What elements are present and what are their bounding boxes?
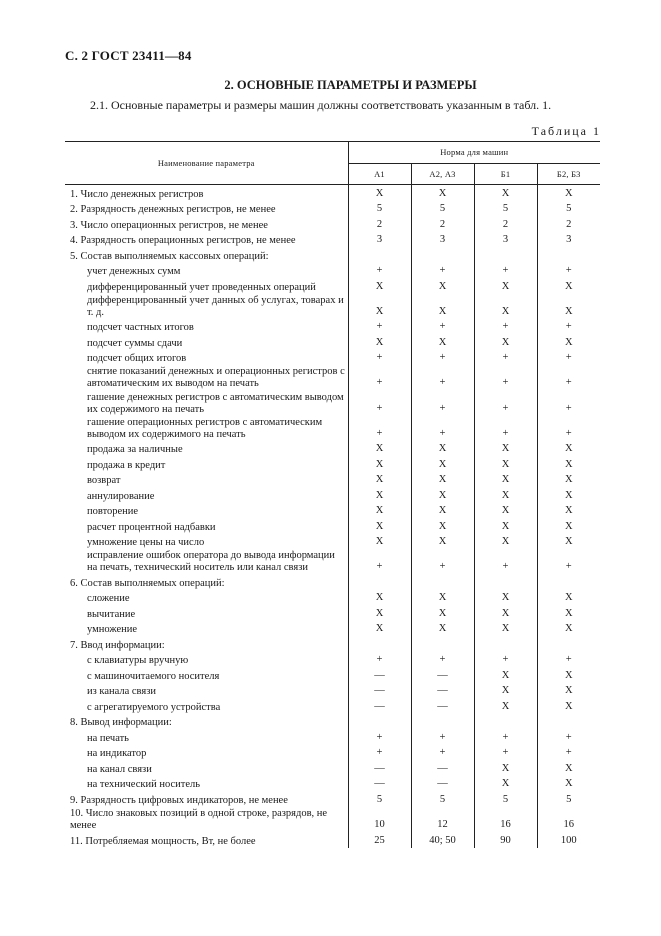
norm-value: 5 xyxy=(537,201,600,217)
norm-value: + xyxy=(348,365,411,390)
norm-value: 5 xyxy=(348,201,411,217)
norm-value: X xyxy=(411,487,474,503)
column-header-a2-a3: А2, А3 xyxy=(411,163,474,185)
norm-value: X xyxy=(348,621,411,637)
norm-value: 3 xyxy=(411,232,474,248)
column-header-a1: А1 xyxy=(348,163,411,185)
parameter-name: 6. Состав выполняемых операций: xyxy=(70,577,225,589)
norm-value: 40; 50 xyxy=(411,832,474,848)
parameter-name: дифференцированный учет данных об услугах, товарах и т. д. xyxy=(87,294,344,318)
table-row xyxy=(65,605,600,621)
parameter-name: возврат xyxy=(87,475,121,487)
norm-value: 90 xyxy=(474,832,537,848)
parameter-name: на печать xyxy=(87,732,129,744)
parameter-name: учет денежных сумм xyxy=(87,266,181,277)
norm-value xyxy=(411,247,474,263)
norm-value: X xyxy=(474,487,537,503)
norm-value: + xyxy=(537,549,600,574)
norm-value: X xyxy=(537,698,600,714)
table-row xyxy=(65,574,600,590)
norm-value xyxy=(348,636,411,652)
table-row xyxy=(65,683,600,699)
norm-value: X xyxy=(474,278,537,294)
norm-value: — xyxy=(348,667,411,683)
norm-value: — xyxy=(348,776,411,792)
table-row xyxy=(65,621,600,637)
norm-value: + xyxy=(474,350,537,366)
norm-value: + xyxy=(474,549,537,574)
norm-value: + xyxy=(537,390,600,415)
table-row xyxy=(65,518,600,534)
column-header-b1: Б1 xyxy=(474,163,537,185)
norm-value: — xyxy=(348,683,411,699)
norm-value: 5 xyxy=(474,201,537,217)
norm-value: X xyxy=(537,760,600,776)
norm-value xyxy=(348,247,411,263)
norm-value xyxy=(537,247,600,263)
norm-value: + xyxy=(474,416,537,441)
parameter-name: подсчет общих итогов xyxy=(87,353,187,365)
norm-value: X xyxy=(474,294,537,319)
norm-value: X xyxy=(474,667,537,683)
norm-value: — xyxy=(411,776,474,792)
parameter-name: с машиночитаемого носителя xyxy=(87,670,220,682)
table-row xyxy=(65,456,600,472)
norm-value: + xyxy=(474,390,537,415)
parameter-name: 4. Разрядность операционных регистров, не менее xyxy=(70,235,296,246)
parameter-name: исправление ошибок оператора до вывода информации на печать, технический носитель или канал связи xyxy=(87,550,335,574)
norm-value: + xyxy=(411,263,474,279)
norm-value: X xyxy=(411,590,474,606)
parameter-name: умножение xyxy=(87,624,138,636)
norm-value: X xyxy=(348,185,411,201)
table-row xyxy=(65,636,600,652)
norm-value: X xyxy=(537,487,600,503)
norm-value: + xyxy=(537,365,600,390)
norm-value: + xyxy=(474,365,537,390)
norm-value: 2 xyxy=(411,216,474,232)
norm-value: X xyxy=(411,185,474,201)
table-row xyxy=(65,652,600,668)
table-row xyxy=(65,350,600,366)
norm-value: X xyxy=(411,621,474,637)
norm-value: X xyxy=(537,621,600,637)
norm-value: + xyxy=(537,350,600,366)
norm-value: + xyxy=(411,390,474,415)
parameter-name: 3. Число операционных регистров, не менее xyxy=(70,219,268,231)
norm-value: X xyxy=(348,487,411,503)
norm-value: X xyxy=(411,503,474,519)
intro-paragraph: 2.1. Основные параметры и размеры машин должны соответствовать указанным в табл. 1. xyxy=(90,98,552,112)
norm-value xyxy=(537,714,600,730)
norm-value: 3 xyxy=(537,232,600,248)
norm-value: + xyxy=(411,319,474,335)
norm-value: 5 xyxy=(411,791,474,807)
name-column-header: Наименование параметра xyxy=(65,142,348,185)
norm-value xyxy=(474,636,537,652)
norm-value: + xyxy=(537,416,600,441)
column-header-b2-b3: Б2, Б3 xyxy=(537,163,600,185)
parameter-name: 9. Разрядность цифровых индикаторов, не менее xyxy=(70,794,288,806)
norm-value: X xyxy=(474,518,537,534)
norm-value xyxy=(411,574,474,590)
table-row xyxy=(65,390,600,415)
parameter-name: продажа в кредит xyxy=(87,459,166,471)
parameters-table-wrapper xyxy=(65,141,600,848)
norm-value xyxy=(474,574,537,590)
norm-value: + xyxy=(411,365,474,390)
norm-value: X xyxy=(411,278,474,294)
norm-value: 2 xyxy=(348,216,411,232)
norm-value: 5 xyxy=(474,791,537,807)
norm-value: — xyxy=(411,760,474,776)
norm-value: 5 xyxy=(411,201,474,217)
parameter-name: снятие показаний денежных и операционных регистров с автоматическим их выводом на печать xyxy=(87,366,345,390)
norm-value: + xyxy=(348,319,411,335)
table-row xyxy=(65,247,600,263)
table-row xyxy=(65,832,600,848)
parameter-name: 11. Потребляемая мощность, Вт, не более xyxy=(70,835,256,847)
table-row xyxy=(65,294,600,319)
norm-value: X xyxy=(474,441,537,457)
norm-value: X xyxy=(474,621,537,637)
table-row xyxy=(65,807,600,832)
table-row xyxy=(65,319,600,335)
parameter-name: с клавиатуры вручную xyxy=(87,655,189,667)
norm-value xyxy=(474,714,537,730)
norm-value: + xyxy=(348,745,411,761)
table-row xyxy=(65,441,600,457)
table-row xyxy=(65,487,600,503)
parameter-name: на технический носитель xyxy=(87,779,201,791)
norm-value: X xyxy=(474,698,537,714)
norm-value: X xyxy=(411,472,474,488)
norm-value: X xyxy=(348,605,411,621)
norm-value: 100 xyxy=(537,832,600,848)
table-row xyxy=(65,590,600,606)
table-row xyxy=(65,185,600,201)
norm-value: + xyxy=(411,350,474,366)
table-row xyxy=(65,729,600,745)
table-row xyxy=(65,472,600,488)
norm-value: X xyxy=(411,534,474,550)
norm-value xyxy=(537,574,600,590)
norm-value: 3 xyxy=(348,232,411,248)
table-row xyxy=(65,416,600,441)
page-header: С. 2 ГОСТ 23411—84 xyxy=(65,48,192,63)
norm-value: — xyxy=(411,683,474,699)
table-caption: Таблица 1 xyxy=(531,124,601,138)
norm-value: + xyxy=(411,729,474,745)
parameter-name: подсчет частных итогов xyxy=(87,322,194,334)
parameter-name: вычитание xyxy=(87,608,136,620)
table-row xyxy=(65,534,600,550)
norm-value: X xyxy=(537,518,600,534)
table-row xyxy=(65,216,600,232)
norm-value: — xyxy=(411,698,474,714)
norm-value: + xyxy=(474,319,537,335)
norm-value: X xyxy=(348,334,411,350)
norm-value: X xyxy=(348,472,411,488)
parameter-name: 7. Ввод информации: xyxy=(70,639,165,651)
table-row xyxy=(65,714,600,730)
norm-value: + xyxy=(348,416,411,441)
table-row xyxy=(65,745,600,761)
norm-value: 25 xyxy=(348,832,411,848)
norm-value: X xyxy=(348,456,411,472)
norm-value: X xyxy=(411,456,474,472)
norm-value: X xyxy=(348,278,411,294)
norm-value: X xyxy=(537,683,600,699)
parameter-name: гашение денежных регистров с автоматическим выводом их содержимого на печать xyxy=(87,391,344,415)
norm-value: 3 xyxy=(474,232,537,248)
norm-value: X xyxy=(474,456,537,472)
table-row xyxy=(65,503,600,519)
norm-value: X xyxy=(474,185,537,201)
norm-value: X xyxy=(537,185,600,201)
parameter-name: на индикатор xyxy=(87,748,147,760)
norm-value xyxy=(537,636,600,652)
norm-value: + xyxy=(348,263,411,279)
norm-group-header: Норма для машин xyxy=(348,142,600,164)
parameter-name: на канал связи xyxy=(87,763,152,775)
section-title: 2. ОСНОВНЫЕ ПАРАМЕТРЫ И РАЗМЕРЫ xyxy=(224,78,477,92)
parameter-name: дифференцированный учет проведенных операций xyxy=(87,281,316,293)
norm-value: X xyxy=(537,294,600,319)
norm-value xyxy=(411,714,474,730)
norm-value: + xyxy=(474,263,537,279)
norm-value: X xyxy=(537,456,600,472)
parameter-name: 5. Состав выполняемых кассовых операций: xyxy=(70,250,269,262)
norm-value: X xyxy=(411,605,474,621)
norm-value: X xyxy=(348,534,411,550)
norm-value: + xyxy=(348,729,411,745)
parameter-name: 8. Вывод информации: xyxy=(70,717,172,729)
norm-value: X xyxy=(474,683,537,699)
norm-value: + xyxy=(474,652,537,668)
norm-value: X xyxy=(537,503,600,519)
table-row xyxy=(65,263,600,279)
norm-value: + xyxy=(474,729,537,745)
parameter-name: продажа за наличные xyxy=(87,444,183,456)
norm-value: + xyxy=(537,263,600,279)
norm-value: X xyxy=(537,605,600,621)
table-row xyxy=(65,667,600,683)
norm-value: — xyxy=(348,760,411,776)
norm-value: X xyxy=(537,441,600,457)
norm-value: 16 xyxy=(537,807,600,832)
norm-value: + xyxy=(348,652,411,668)
norm-value: 5 xyxy=(348,791,411,807)
norm-value xyxy=(411,636,474,652)
norm-value: 10 xyxy=(348,807,411,832)
parameter-name: подсчет суммы сдачи xyxy=(87,337,183,349)
norm-value: + xyxy=(411,416,474,441)
norm-value: X xyxy=(537,590,600,606)
parameter-name: 2. Разрядность денежных регистров, не менее xyxy=(70,204,276,215)
norm-value: X xyxy=(537,776,600,792)
norm-value: X xyxy=(411,334,474,350)
norm-value: X xyxy=(348,441,411,457)
norm-value: 2 xyxy=(537,216,600,232)
norm-value: X xyxy=(537,534,600,550)
parameter-name: с агрегатируемого устройства xyxy=(87,701,221,713)
table-row xyxy=(65,334,600,350)
norm-value: + xyxy=(348,390,411,415)
norm-value: X xyxy=(537,472,600,488)
norm-value: + xyxy=(537,319,600,335)
parameter-name: из канала связи xyxy=(87,686,156,698)
norm-value: X xyxy=(411,518,474,534)
norm-value: — xyxy=(348,698,411,714)
norm-value: X xyxy=(537,278,600,294)
norm-value: + xyxy=(411,549,474,574)
norm-value: + xyxy=(348,549,411,574)
table-row xyxy=(65,232,600,248)
parameter-name: умножение цены на число xyxy=(87,537,205,549)
norm-value: X xyxy=(348,294,411,319)
norm-value: + xyxy=(474,745,537,761)
norm-value xyxy=(474,247,537,263)
norm-value: X xyxy=(474,760,537,776)
table-row xyxy=(65,776,600,792)
norm-value: X xyxy=(537,334,600,350)
norm-value: 5 xyxy=(537,791,600,807)
norm-value: + xyxy=(348,350,411,366)
norm-value: X xyxy=(474,590,537,606)
norm-value: + xyxy=(537,729,600,745)
table-row xyxy=(65,549,600,574)
parameter-name: расчет процентной надбавки xyxy=(87,521,216,533)
norm-value: — xyxy=(411,667,474,683)
norm-value: X xyxy=(474,503,537,519)
norm-value: X xyxy=(474,334,537,350)
parameter-name: сложение xyxy=(87,593,130,605)
parameters-table xyxy=(65,141,600,848)
norm-value: + xyxy=(411,745,474,761)
parameter-name: повторение xyxy=(87,506,139,518)
parameter-name: аннулирование xyxy=(87,490,155,502)
table-row xyxy=(65,201,600,217)
norm-value: X xyxy=(474,776,537,792)
parameter-name: гашение операционных регистров с автоматическим выводом их содержимого на печать xyxy=(87,416,323,440)
parameter-name: 10. Число знаковых позиций в одной строке, разрядов, не менее xyxy=(70,808,328,832)
parameter-name: 1. Число денежных регистров xyxy=(70,188,204,200)
norm-value xyxy=(348,574,411,590)
norm-value: X xyxy=(411,441,474,457)
norm-value: + xyxy=(537,652,600,668)
norm-value: X xyxy=(411,294,474,319)
norm-value: X xyxy=(537,667,600,683)
norm-value: X xyxy=(348,590,411,606)
norm-value: + xyxy=(411,652,474,668)
norm-value: X xyxy=(474,534,537,550)
norm-value xyxy=(348,714,411,730)
table-row xyxy=(65,278,600,294)
norm-value: X xyxy=(474,472,537,488)
norm-value: X xyxy=(348,503,411,519)
norm-value: X xyxy=(348,518,411,534)
norm-value: 12 xyxy=(411,807,474,832)
table-row xyxy=(65,365,600,390)
table-row xyxy=(65,791,600,807)
table-body xyxy=(65,185,600,848)
norm-value: + xyxy=(537,745,600,761)
table-row xyxy=(65,698,600,714)
table-row xyxy=(65,760,600,776)
norm-value: X xyxy=(474,605,537,621)
norm-value: 16 xyxy=(474,807,537,832)
norm-value: 2 xyxy=(474,216,537,232)
